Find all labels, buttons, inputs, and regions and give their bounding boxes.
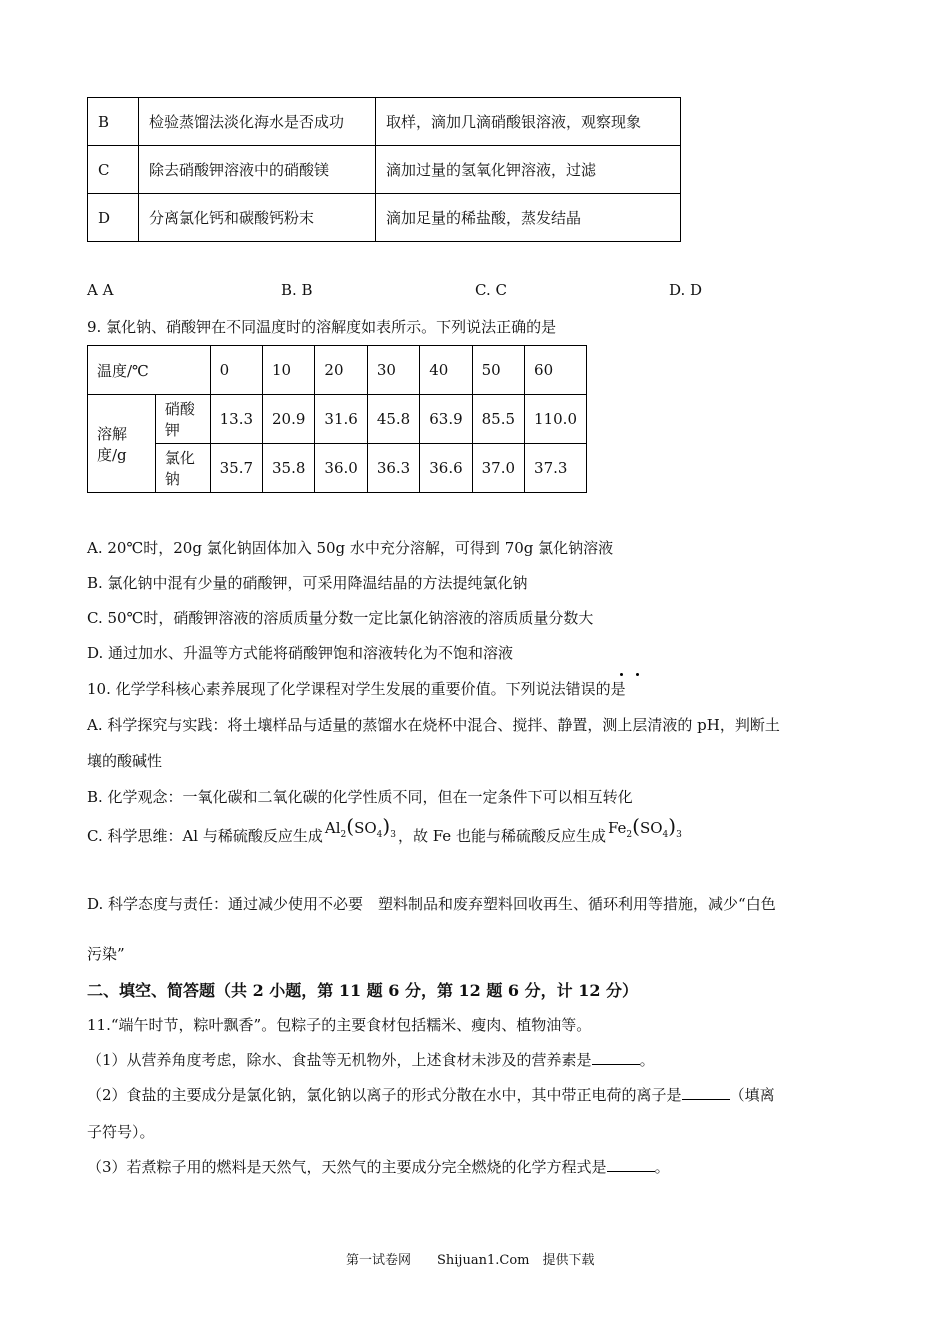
table-cell: 85.5 — [472, 395, 524, 444]
row-label: 氯化钠 — [155, 444, 210, 493]
temperature-label: 温度/℃ — [88, 346, 211, 395]
q11-sub2-cont: 子符号）。 — [87, 1123, 155, 1141]
table-cell: 滴加足量的稀盐酸，蒸发结晶 — [376, 194, 681, 242]
q9-option-b: B. 氯化钠中混有少量的硝酸钾，可采用降温结晶的方法提纯氯化钠 — [87, 574, 528, 592]
table-cell: 滴加过量的氢氧化钾溶液，过滤 — [376, 146, 681, 194]
formula-fe2so43: $Fe_2(SO_4)_3$ — [607, 814, 682, 840]
answer-blank[interactable] — [607, 1159, 655, 1172]
table-cell: 除去硝酸钾溶液中的硝酸镁 — [139, 146, 376, 194]
solubility-label: 溶解度/g — [88, 395, 156, 493]
q10-stem: 10. 化学学科核心素养展现了化学课程对学生发展的重要价值。下列说法错误的是 — [87, 680, 626, 698]
experiment-table — [87, 97, 681, 242]
table-cell: 20 — [315, 346, 367, 395]
table-row — [88, 346, 587, 395]
q11-sub1: （1）从营养角度考虑，除水、食盐等无机物外，上述食材未涉及的营养素是 。 — [87, 1051, 655, 1069]
q10-c-text-1: C. 科学思维：Al 与稀硫酸反应生成 — [87, 827, 323, 845]
q11-sub3: （3）若煮粽子用的燃料是天然气，天然气的主要成分完全燃烧的化学方程式是 。 — [87, 1158, 670, 1176]
table-cell: 45.8 — [367, 395, 419, 444]
table-row — [88, 98, 681, 146]
table-cell: 35.8 — [263, 444, 315, 493]
table-cell: 37.0 — [472, 444, 524, 493]
table-cell: 分离氯化钙和碳酸钙粉末 — [139, 194, 376, 242]
emphasis-dot — [636, 673, 639, 676]
section-heading: 二、填空、简答题（共 2 小题，第 11 题 6 分，第 12 题 6 分，计 12 分） — [87, 981, 639, 1000]
table-cell: 取样，滴加几滴硝酸银溶液，观察现象 — [376, 98, 681, 146]
q8-option-a: A A — [87, 281, 114, 299]
table-row — [88, 395, 587, 444]
solubility-table — [87, 345, 587, 493]
q11-stem: 11.“端午时节，粽叶飘香”。包粽子的主要食材包括糯米、瘦肉、植物油等。 — [87, 1016, 592, 1034]
table-row — [88, 194, 681, 242]
q10-c-text-2: ，故 Fe 也能与稀硫酸反应生成 — [397, 827, 606, 845]
table-cell: 检验蒸馏法淡化海水是否成功 — [139, 98, 376, 146]
table-cell: 40 — [420, 346, 472, 395]
q8-option-b: B. B — [281, 281, 313, 299]
row-label: 硝酸钾 — [155, 395, 210, 444]
table-cell: B — [88, 98, 139, 146]
q10-option-d-line2: 污染” — [87, 945, 125, 963]
q9-option-c: C. 50℃时，硝酸钾溶液的溶质质量分数一定比氯化钠溶液的溶质质量分数大 — [87, 609, 594, 627]
table-cell: 13.3 — [210, 395, 262, 444]
table-cell: 35.7 — [210, 444, 262, 493]
table-cell: 10 — [263, 346, 315, 395]
answer-blank[interactable] — [592, 1052, 640, 1065]
table-cell: 63.9 — [420, 395, 472, 444]
table-cell: 31.6 — [315, 395, 367, 444]
table-row — [88, 146, 681, 194]
q8-option-c: C. C — [475, 281, 507, 299]
q9-option-d: D. 通过加水、升温等方式能将硝酸钾饱和溶液转化为不饱和溶液 — [87, 644, 514, 662]
table-cell: 37.3 — [525, 444, 587, 493]
emphasis-dot — [620, 673, 623, 676]
q9-stem: 9. 氯化钠、硝酸钾在不同温度时的溶解度如表所示。下列说法正确的是 — [87, 318, 557, 336]
table-cell: 110.0 — [525, 395, 587, 444]
q8-option-d: D. D — [669, 281, 703, 299]
q9-option-a: A. 20℃时，20g 氯化钠固体加入 50g 水中充分溶解，可得到 70g 氯化钠溶液 — [87, 539, 614, 557]
table-cell: 50 — [472, 346, 524, 395]
table-cell: 20.9 — [263, 395, 315, 444]
page-footer: 第一试卷网 Shijuan1.Com 提供下载 — [346, 1253, 595, 1268]
table-cell: 36.3 — [367, 444, 419, 493]
formula-al2so43: $Al_2(SO_4)_3$ — [324, 814, 396, 840]
table-cell: C — [88, 146, 139, 194]
q10-option-c — [87, 814, 684, 848]
answer-blank[interactable] — [682, 1087, 730, 1100]
q10-option-b: B. 化学观念：一氧化碳和二氧化碳的化学性质不同，但在一定条件下可以相互转化 — [87, 788, 633, 806]
table-cell: 36.6 — [420, 444, 472, 493]
table-cell: 0 — [210, 346, 262, 395]
table-cell: 60 — [525, 346, 587, 395]
table-cell: D — [88, 194, 139, 242]
q10-option-d-line1: D. 科学态度与责任：通过减少使用不必要 塑料制品和废弃塑料回收再生、循环利用等措施，减少“白色 — [87, 895, 776, 913]
q11-sub2: （2）食盐的主要成分是氯化钠，氯化钠以离子的形式分散在水中，其中带正电荷的离子是 （填离 — [87, 1086, 775, 1104]
q10-option-a-line1: A. 科学探究与实践：将土壤样品与适量的蒸馏水在烧杯中混合、搅拌、静置，测上层清液的 pH，判断土 — [87, 716, 780, 734]
table-cell: 30 — [367, 346, 419, 395]
table-cell: 36.0 — [315, 444, 367, 493]
table-row — [88, 444, 587, 493]
q10-option-a-line2: 壤的酸碱性 — [87, 752, 163, 770]
